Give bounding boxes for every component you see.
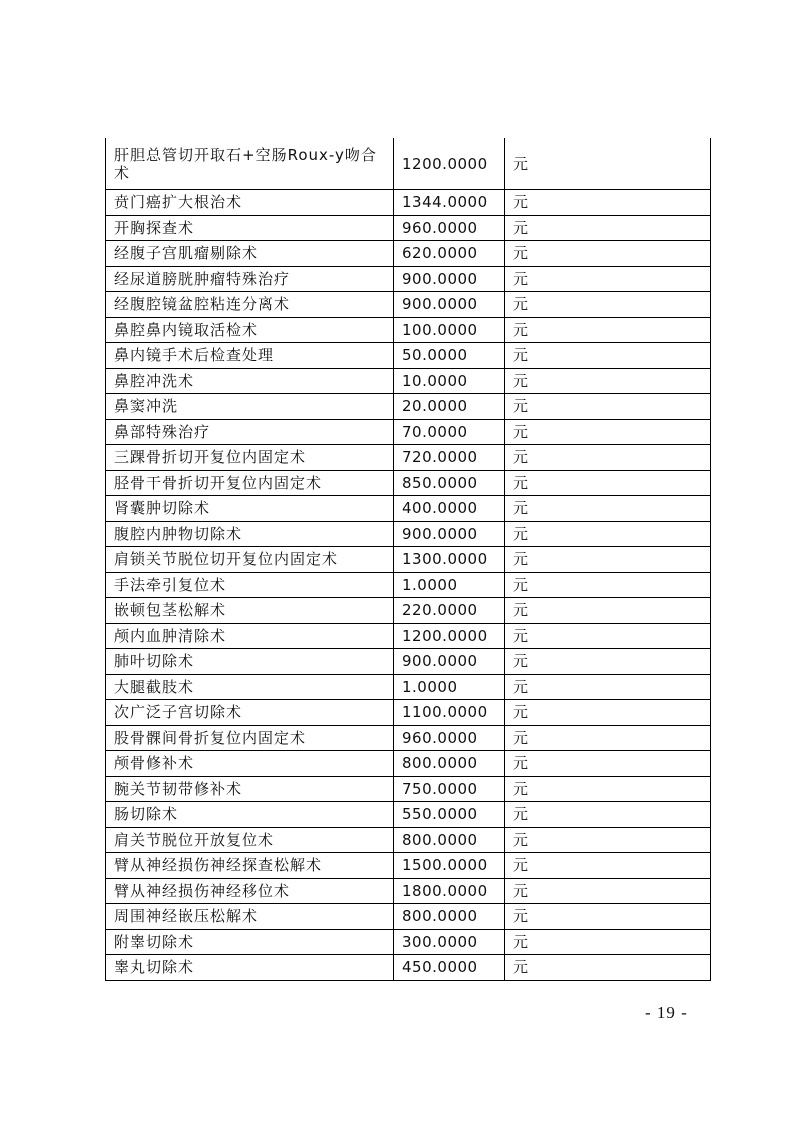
item-price-cell: 900.0000 <box>394 266 505 292</box>
item-name-cell: 三踝骨折切开复位内固定术 <box>106 445 394 471</box>
table-row <box>106 138 711 190</box>
table-row <box>106 904 711 930</box>
item-unit-cell: 元 <box>505 138 711 190</box>
item-name-cell: 次广泛子宫切除术 <box>106 700 394 726</box>
item-price-cell: 900.0000 <box>394 292 505 318</box>
item-price-cell: 300.0000 <box>394 929 505 955</box>
item-unit-cell: 元 <box>505 623 711 649</box>
item-unit-cell: 元 <box>505 955 711 981</box>
item-price-cell: 800.0000 <box>394 827 505 853</box>
item-unit-cell: 元 <box>505 572 711 598</box>
item-price-cell: 850.0000 <box>394 470 505 496</box>
item-name-cell: 嵌顿包茎松解术 <box>106 598 394 624</box>
table-row <box>106 266 711 292</box>
table-row <box>106 521 711 547</box>
item-price-cell: 1.0000 <box>394 674 505 700</box>
item-price-cell: 50.0000 <box>394 343 505 369</box>
item-name-cell: 肠切除术 <box>106 802 394 828</box>
item-unit-cell: 元 <box>505 215 711 241</box>
item-price-cell: 620.0000 <box>394 241 505 267</box>
item-unit-cell: 元 <box>505 547 711 573</box>
table-row <box>106 470 711 496</box>
fee-table <box>105 138 711 981</box>
table-row <box>106 802 711 828</box>
item-unit-cell: 元 <box>505 751 711 777</box>
item-name-cell: 鼻窦冲洗 <box>106 394 394 420</box>
item-price-cell: 450.0000 <box>394 955 505 981</box>
table-row <box>106 419 711 445</box>
item-unit-cell: 元 <box>505 878 711 904</box>
table-row <box>106 572 711 598</box>
item-price-cell: 20.0000 <box>394 394 505 420</box>
item-unit-cell: 元 <box>505 470 711 496</box>
fee-table-body <box>106 138 711 980</box>
item-price-cell: 1100.0000 <box>394 700 505 726</box>
item-price-cell: 70.0000 <box>394 419 505 445</box>
item-name-cell: 颅骨修补术 <box>106 751 394 777</box>
item-price-cell: 1200.0000 <box>394 138 505 190</box>
table-row <box>106 368 711 394</box>
item-unit-cell: 元 <box>505 266 711 292</box>
item-name-cell: 股骨髁间骨折复位内固定术 <box>106 725 394 751</box>
item-unit-cell: 元 <box>505 776 711 802</box>
item-name-cell: 臂从神经损伤神经移位术 <box>106 878 394 904</box>
item-name-cell: 肾囊肿切除术 <box>106 496 394 522</box>
item-unit-cell: 元 <box>505 853 711 879</box>
item-unit-cell: 元 <box>505 700 711 726</box>
table-row <box>106 445 711 471</box>
item-name-cell: 鼻内镜手术后检查处理 <box>106 343 394 369</box>
item-name-cell: 大腿截肢术 <box>106 674 394 700</box>
item-unit-cell: 元 <box>505 904 711 930</box>
item-price-cell: 1.0000 <box>394 572 505 598</box>
item-unit-cell: 元 <box>505 419 711 445</box>
table-row <box>106 547 711 573</box>
table-row <box>106 317 711 343</box>
table-row <box>106 496 711 522</box>
item-unit-cell: 元 <box>505 241 711 267</box>
table-row <box>106 751 711 777</box>
table-row <box>106 649 711 675</box>
item-unit-cell: 元 <box>505 496 711 522</box>
table-row <box>106 700 711 726</box>
item-price-cell: 1500.0000 <box>394 853 505 879</box>
item-unit-cell: 元 <box>505 394 711 420</box>
item-price-cell: 800.0000 <box>394 751 505 777</box>
item-name-cell: 鼻腔鼻内镜取活检术 <box>106 317 394 343</box>
item-unit-cell: 元 <box>505 292 711 318</box>
page-number: - 19 - <box>645 1003 688 1022</box>
table-row <box>106 929 711 955</box>
item-name-cell: 肩锁关节脱位切开复位内固定术 <box>106 547 394 573</box>
item-name-cell: 胫骨干骨折切开复位内固定术 <box>106 470 394 496</box>
item-name-cell: 经腹腔镜盆腔粘连分离术 <box>106 292 394 318</box>
item-unit-cell: 元 <box>505 343 711 369</box>
item-unit-cell: 元 <box>505 802 711 828</box>
item-unit-cell: 元 <box>505 368 711 394</box>
item-price-cell: 750.0000 <box>394 776 505 802</box>
item-unit-cell: 元 <box>505 521 711 547</box>
item-unit-cell: 元 <box>505 649 711 675</box>
table-row <box>106 292 711 318</box>
item-name-cell: 手法牵引复位术 <box>106 572 394 598</box>
table-row <box>106 776 711 802</box>
item-name-cell: 臂从神经损伤神经探查松解术 <box>106 853 394 879</box>
item-price-cell: 100.0000 <box>394 317 505 343</box>
item-price-cell: 1344.0000 <box>394 190 505 216</box>
item-name-cell: 经腹子宫肌瘤剔除术 <box>106 241 394 267</box>
item-name-cell: 腕关节韧带修补术 <box>106 776 394 802</box>
item-unit-cell: 元 <box>505 317 711 343</box>
item-unit-cell: 元 <box>505 827 711 853</box>
table-row <box>106 190 711 216</box>
item-price-cell: 220.0000 <box>394 598 505 624</box>
table-row <box>106 878 711 904</box>
item-price-cell: 900.0000 <box>394 521 505 547</box>
table-row <box>106 623 711 649</box>
table-row <box>106 394 711 420</box>
item-unit-cell: 元 <box>505 929 711 955</box>
item-name-cell: 附睾切除术 <box>106 929 394 955</box>
item-price-cell: 800.0000 <box>394 904 505 930</box>
item-unit-cell: 元 <box>505 190 711 216</box>
item-price-cell: 10.0000 <box>394 368 505 394</box>
item-name-cell: 颅内血肿清除术 <box>106 623 394 649</box>
item-name-cell: 鼻腔冲洗术 <box>106 368 394 394</box>
item-price-cell: 400.0000 <box>394 496 505 522</box>
item-name-cell: 腹腔内肿物切除术 <box>106 521 394 547</box>
table-row <box>106 853 711 879</box>
item-unit-cell: 元 <box>505 598 711 624</box>
table-row <box>106 725 711 751</box>
item-price-cell: 1200.0000 <box>394 623 505 649</box>
item-unit-cell: 元 <box>505 674 711 700</box>
table-row <box>106 215 711 241</box>
item-price-cell: 960.0000 <box>394 725 505 751</box>
item-name-cell: 鼻部特殊治疗 <box>106 419 394 445</box>
table-row <box>106 241 711 267</box>
item-unit-cell: 元 <box>505 725 711 751</box>
item-unit-cell: 元 <box>505 445 711 471</box>
item-price-cell: 1300.0000 <box>394 547 505 573</box>
item-name-cell: 肩关节脱位开放复位术 <box>106 827 394 853</box>
item-price-cell: 900.0000 <box>394 649 505 675</box>
item-price-cell: 550.0000 <box>394 802 505 828</box>
item-name-cell: 肺叶切除术 <box>106 649 394 675</box>
table-row <box>106 827 711 853</box>
item-name-cell: 经尿道膀胱肿瘤特殊治疗 <box>106 266 394 292</box>
table-row <box>106 955 711 981</box>
item-price-cell: 720.0000 <box>394 445 505 471</box>
item-name-cell: 肝胆总管切开取石+空肠Roux-y吻合术 <box>106 138 394 190</box>
item-price-cell: 960.0000 <box>394 215 505 241</box>
item-name-cell: 贲门癌扩大根治术 <box>106 190 394 216</box>
item-price-cell: 1800.0000 <box>394 878 505 904</box>
table-row <box>106 343 711 369</box>
table-row <box>106 674 711 700</box>
table-row <box>106 598 711 624</box>
item-name-cell: 开胸探查术 <box>106 215 394 241</box>
item-name-cell: 睾丸切除术 <box>106 955 394 981</box>
item-name-cell: 周围神经嵌压松解术 <box>106 904 394 930</box>
